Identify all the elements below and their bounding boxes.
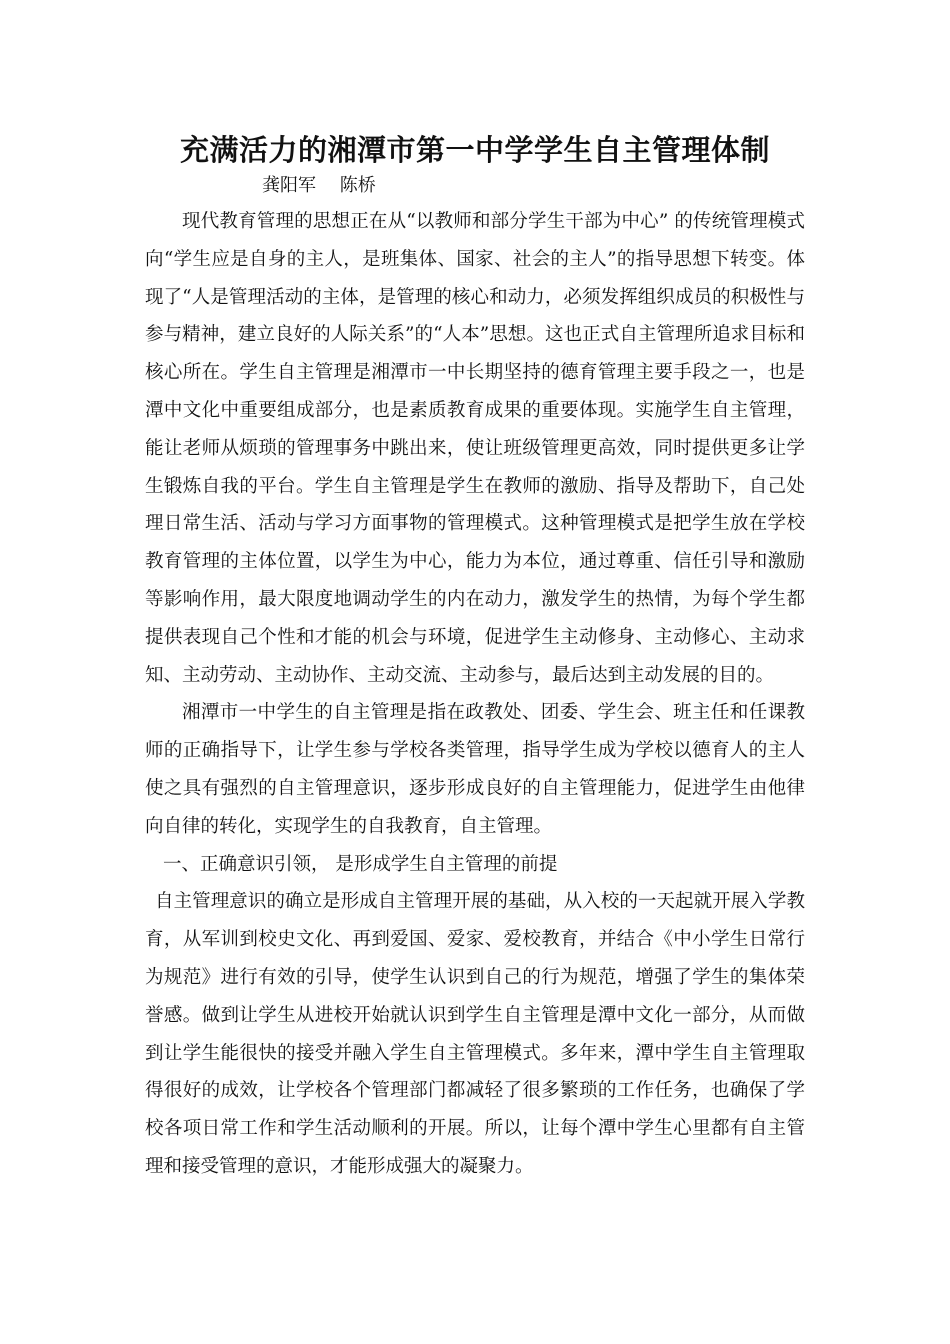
document-body (145, 203, 805, 1186)
paragraph-definition: 湘潭市一中学生的自主管理是指在政教处、团委、学生会、班主任和任课教师的正确指导下，让学生参与学校各类管理，指导学生成为学校以德育人的主人使之具有强烈的自主管理意识，逐步形成良好的自主管理能力，促进学生由他律向自律的转化，实现学生的自我教育，自主管理。 (145, 702, 805, 837)
paragraph-intro: 现代教育管理的思想正在从“以教师和部分学生干部为中心” 的传统管理模式向“学生应是自身的主人，是班集体、国家、社会的主人”的指导思想下转变。体现了“人是管理活动的主体，是管理的核心和动力，必须发挥组织成员的积极性与参与精神，建立良好的人际关系”的“人本”思想。这也正式自主管理所追求目标和核心所在。学生自主管理是湘潭市一中长期坚持的德育管理主要手段之一，也是潭中文化中重要组成部分，也是素质教育成果的重要体现。实施学生自主管理，能让老师从烦琐的管理事务中跳出来，使让班级管理更高效，同时提供更多让学生锻炼自我的平台。学生自主管理是学生在教师的激励、指导及帮助下，自己处理日常生活、活动与学习方面事物的管理模式。这种管理模式是把学生放在学校教育管理的主体位置，以学生为中心，能力为本位，通过尊重、信任引导和激励等影响作用，最大限度地调动学生的内在动力，激发学生的热情，为每个学生都提供表现自己个性和才能的机会与环境，促进学生主动修身、主动修心、主动求知、主动劳动、主动协作、主动交流、主动参与，最后达到主动发展的目的。 (145, 211, 805, 686)
document-title: 充满活力的湘潭市第一中学学生自主管理体制 (179, 133, 770, 167)
paragraph-section-1: 自主管理意识的确立是形成自主管理开展的基础，从入校的一天起就开展入学教育，从军训到校史文化、再到爱国、爱家、爱校教育，并结合《中小学生日常行为规范》进行有效的引导，使学生认识到自己的行为规范，增强了学生的集体荣誉感。做到让学生从进校开始就认识到学生自主管理是潭中文化一部分，从而做到让学生能很快的接受并融入学生自主管理模式。多年来，潭中学生自主管理取得很好的成效，让学校各个管理部门都减轻了很多繁琐的工作任务，也确保了学校各项日常工作和学生活动顺利的开展。所以，让每个潭中学生心里都有自主管理和接受管理的意识，才能形成强大的凝聚力。 (145, 891, 805, 1177)
section-heading-1: 一、正确意识引领， 是形成学生自主管理的前提 (163, 853, 558, 875)
document-authors: 龚阳军 陈桥 (262, 175, 376, 196)
